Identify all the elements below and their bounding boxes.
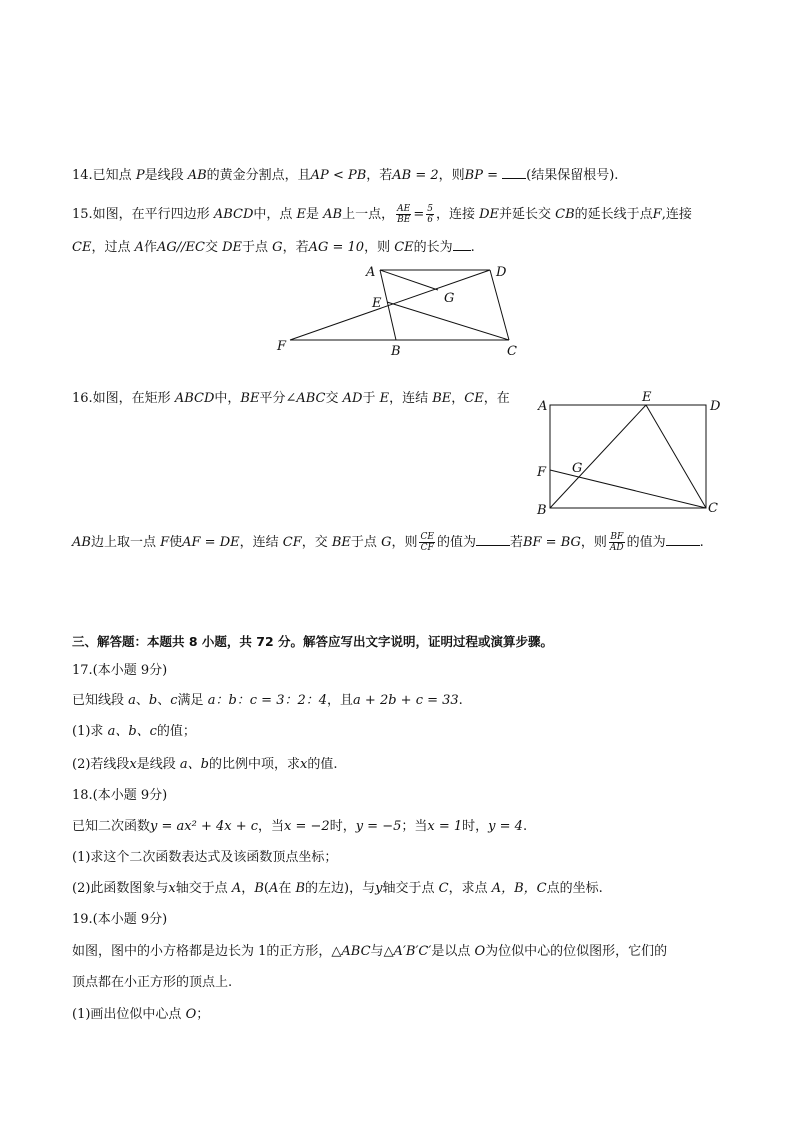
q17-text: 的值；	[156, 724, 196, 739]
q16-text: 交	[325, 391, 343, 406]
parallelogram-figure	[270, 258, 530, 362]
q14-text: ，若	[366, 168, 393, 183]
q18-math: x = −2	[284, 819, 330, 834]
q18-var: A	[231, 881, 242, 896]
q18-math: A，B，C	[491, 881, 547, 896]
q18-part-2	[72, 880, 603, 898]
q16-text: ，连结	[389, 391, 433, 406]
q15-text: 于点	[242, 240, 273, 255]
q18-text: (2)此函数图象与	[72, 881, 169, 896]
q16-text: ，交	[301, 535, 332, 550]
q18-heading: 18.(本小题 9分)	[72, 788, 168, 803]
q16-text: 中，	[214, 391, 241, 406]
q19-text: 为位似中心的位似图形，它们的	[485, 944, 668, 959]
label-b: B	[537, 503, 547, 518]
question-15-line-2	[72, 238, 475, 257]
q18-math: x = 1	[427, 819, 463, 834]
question-16-line-2	[72, 532, 704, 553]
q18-text: ，求点	[448, 881, 492, 896]
answer-blank	[453, 238, 471, 251]
q15-text: 交	[204, 240, 223, 255]
q15-text: 并延长交	[499, 207, 556, 222]
q16-text: ，连结	[239, 535, 283, 550]
q19-text: 如图，图中的小方格都是边长为 1的正方形，	[72, 944, 332, 959]
fraction-ae-be	[396, 204, 411, 225]
q16-text: 的值为	[626, 535, 666, 550]
q15-text: 的延长线于点	[574, 207, 653, 222]
q18-var: x	[168, 881, 176, 896]
q15-var: F	[652, 207, 662, 222]
q19-text: 与	[370, 944, 384, 959]
q18-var: A	[268, 881, 279, 896]
q18-math: y = −5	[355, 819, 402, 834]
rectangle-figure	[530, 388, 730, 518]
fraction-numerator: CE	[420, 532, 434, 542]
q16-var: BE	[240, 391, 260, 406]
q16-var: E	[379, 391, 390, 406]
q17-part-2	[72, 756, 337, 774]
q16-text: 16.如图，在矩形	[72, 391, 175, 406]
q17-text: 是线段	[136, 757, 180, 772]
q15-var: CE	[72, 240, 92, 255]
q17-var: a	[128, 693, 136, 708]
label-g: G	[572, 461, 583, 476]
q14-math: BP =	[464, 168, 503, 183]
line-ec	[646, 405, 706, 508]
q16-var: G	[381, 535, 392, 550]
q15-var: DE	[222, 240, 243, 255]
label-e: E	[642, 390, 652, 405]
q15-text: ,连接	[661, 207, 692, 222]
q18-part-1: (1)求这个二次函数表达式及该函数顶点坐标；	[72, 850, 338, 865]
q17-math: a + 2b + c = 33	[353, 693, 459, 708]
q14-var: AB	[187, 168, 207, 183]
q16-math: AF = DE	[182, 535, 240, 550]
q18-text: 时，	[462, 819, 489, 834]
q16-text: 平分	[259, 391, 286, 406]
q18-var: B	[254, 881, 264, 896]
q17-var: x	[129, 757, 137, 772]
label-d: D	[496, 265, 507, 280]
q17-part-1	[72, 723, 196, 741]
q16-text: 边上取一点	[90, 535, 161, 550]
q14-text: (结果保留根号).	[526, 168, 619, 183]
line-fd	[290, 270, 490, 340]
q18-text: ，	[241, 881, 255, 896]
q15-var: CB	[555, 207, 575, 222]
q18-text: 的左边)，与	[305, 881, 376, 896]
q17-var: x	[300, 757, 308, 772]
question-15-line-1	[72, 204, 692, 225]
q15-var: DE	[479, 207, 500, 222]
q19-math: △ABC	[331, 944, 371, 959]
q17-statement	[72, 692, 463, 710]
q17-heading: 17.(本小题 9分)	[72, 663, 168, 678]
label-a: A	[366, 265, 376, 280]
question-16-line-1	[72, 390, 510, 408]
label-d: D	[710, 399, 721, 414]
q14-var: P	[135, 168, 145, 183]
q17-math: a、b	[179, 757, 209, 772]
q16-text: ，	[451, 391, 465, 406]
q19-text: ；	[196, 1007, 210, 1022]
q16-math: ∠ABC	[285, 391, 326, 406]
q15-text: ，过点	[91, 240, 135, 255]
q18-var: B	[295, 881, 306, 896]
label-g: G	[444, 291, 455, 306]
q15-math: AG = 10	[308, 240, 365, 255]
q16-text: .	[699, 535, 704, 550]
q15-var: AB	[323, 207, 343, 222]
q19-heading: 19.(本小题 9分)	[72, 912, 168, 927]
q16-var: CF	[282, 535, 302, 550]
q17-text: .	[458, 693, 463, 708]
rectangle-abcd	[550, 405, 706, 508]
q17-text: 、	[157, 693, 171, 708]
section-3-heading: 三、解答题：本题共 8 小题，共 72 分。解答应写出文字说明，证明过程或演算步骤。	[72, 634, 554, 649]
label-b: B	[391, 344, 401, 359]
q19-statement-line-2: 顶点都在小正方形的顶点上.	[72, 975, 233, 990]
q17-text: 的比例中项，求	[208, 757, 300, 772]
line-ec	[387, 302, 509, 340]
label-a: A	[538, 399, 548, 414]
fraction-numerator: BF	[610, 532, 624, 542]
fraction-denominator: CF	[420, 543, 434, 553]
q16-var: ABCD	[174, 391, 215, 406]
fraction-numerator: AE	[397, 204, 411, 214]
q18-text: 已知二次函数	[72, 819, 151, 834]
q17-math: a、b、c	[107, 724, 157, 739]
q15-text: 15.如图，在平行四边形	[72, 207, 214, 222]
q18-text: 时，	[329, 819, 356, 834]
q18-text: ；当	[401, 819, 428, 834]
q16-var: F	[160, 535, 170, 550]
fraction-denominator: 6	[427, 215, 433, 225]
q16-math: BF = BG	[522, 535, 581, 550]
line-ab	[380, 270, 396, 340]
q18-math: y = ax² + 4x + c	[150, 819, 259, 834]
q15-var: A	[134, 240, 144, 255]
label-f: F	[537, 465, 547, 480]
q19-statement-line-1	[72, 943, 667, 961]
q16-text: ，则	[391, 535, 418, 550]
q17-var: b	[148, 693, 158, 708]
q18-text: 在	[278, 881, 296, 896]
fraction-denominator: BE	[397, 215, 411, 225]
q17-math: a：b：c = 3：2：4	[207, 693, 328, 708]
label-c: C	[507, 344, 517, 359]
fraction-5-6	[426, 204, 434, 225]
q15-text: ，连接	[435, 207, 480, 222]
q19-var: O	[185, 1007, 197, 1022]
q17-text: 的值.	[307, 757, 338, 772]
q16-text: 于	[362, 391, 380, 406]
q18-text: (	[263, 881, 269, 896]
line-be	[550, 405, 646, 508]
label-e: E	[372, 296, 382, 311]
q17-text: (1)求	[72, 724, 108, 739]
q15-text: ，则	[364, 240, 395, 255]
label-f: F	[277, 339, 287, 354]
q18-statement	[72, 818, 527, 836]
q14-math: AP < PB	[310, 168, 367, 183]
q16-text: 若	[509, 535, 523, 550]
q17-text: 已知线段	[72, 693, 129, 708]
q15-var: E	[296, 207, 307, 222]
q15-var: CE	[394, 240, 414, 255]
q14-text: ，则	[438, 168, 465, 183]
q19-part-1	[72, 1006, 209, 1024]
q16-var: AD	[342, 391, 363, 406]
q16-var: CE	[464, 391, 484, 406]
answer-blank	[476, 533, 510, 546]
fraction-ce-cf	[419, 532, 434, 553]
q18-text: 轴交于点	[175, 881, 232, 896]
q14-text: 14.已知点	[72, 168, 136, 183]
q15-text: ，若	[282, 240, 309, 255]
answer-blank	[666, 533, 700, 546]
fraction-bf-ad	[609, 532, 625, 553]
q18-text: 点的坐标.	[546, 881, 603, 896]
q16-var: BE	[331, 535, 351, 550]
q18-math: y = 4	[488, 819, 523, 834]
q14-text: 的黄金分割点，且	[206, 168, 311, 183]
q15-var: G	[272, 240, 283, 255]
q14-text: 是线段	[144, 168, 188, 183]
q18-text: 轴交于点	[382, 881, 439, 896]
q17-text: 满足	[177, 693, 208, 708]
question-14	[72, 166, 618, 185]
q19-text: 是以点	[431, 944, 475, 959]
q18-text: .	[522, 819, 528, 834]
q19-var: O	[474, 944, 486, 959]
q16-text: ，在	[483, 391, 510, 406]
line-dc	[490, 270, 509, 340]
q17-text: (2)若线段	[72, 757, 130, 772]
q19-math: △A′B′C′	[383, 944, 432, 959]
q14-math: AB = 2	[392, 168, 439, 183]
q17-var: c	[170, 693, 178, 708]
q15-text: 上一点，	[342, 207, 395, 222]
fraction-numerator: 5	[427, 204, 433, 214]
q15-text: 的长为	[413, 240, 453, 255]
q16-var: AB	[72, 535, 91, 550]
equals-sign: =	[413, 207, 425, 222]
q16-text: 的值为	[436, 535, 476, 550]
q17-text: 、	[135, 693, 149, 708]
fraction-denominator: AD	[609, 543, 624, 553]
q19-text: (1)画出位似中心点	[72, 1007, 186, 1022]
q15-text: .	[470, 240, 475, 255]
q18-var: y	[375, 881, 383, 896]
q15-text: 中，点	[253, 207, 297, 222]
q16-var: BE	[432, 391, 452, 406]
q15-var: ABCD	[213, 207, 254, 222]
q18-text: ，当	[258, 819, 285, 834]
q16-text: 使	[169, 535, 183, 550]
q18-var: C	[438, 881, 449, 896]
label-c: C	[708, 501, 718, 516]
q15-text: 作	[143, 240, 157, 255]
line-ag	[380, 270, 438, 290]
q16-text: 于点	[350, 535, 382, 550]
q15-text: 是	[306, 207, 324, 222]
q16-text: ，则	[580, 535, 607, 550]
q15-math: AG//EC	[156, 240, 205, 255]
q17-text: ，且	[327, 693, 354, 708]
answer-blank	[502, 166, 526, 179]
